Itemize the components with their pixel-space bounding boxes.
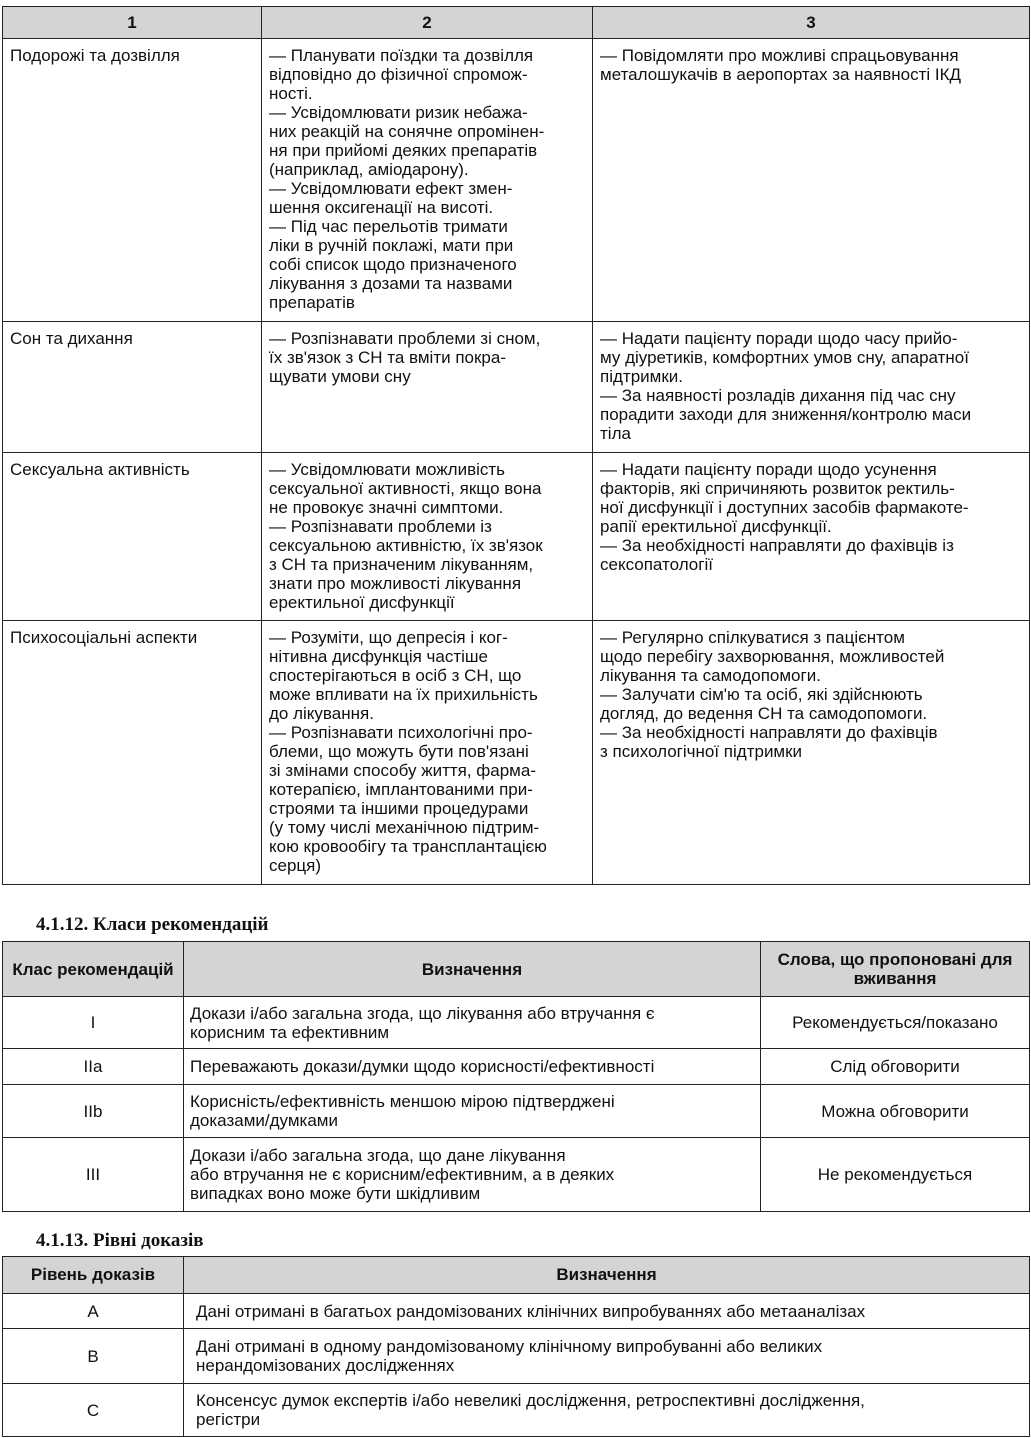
row-category: Сон та дихання <box>3 322 262 453</box>
table-row <box>3 1329 1030 1384</box>
text-line: строями та іншими процедурами <box>269 799 529 818</box>
row-staff-actions <box>593 621 1030 885</box>
table-row <box>3 997 1030 1049</box>
table-row <box>3 322 1030 453</box>
text-line: — Надати пацієнту поради щодо усунення <box>600 460 937 479</box>
row-category: Психосоціальні аспекти <box>3 621 262 885</box>
table-row <box>3 1049 1030 1085</box>
text-line: — Регулярно спілкуватися з пацієнтом <box>600 628 905 647</box>
text-line: лікування з дозами та назвами <box>269 274 513 293</box>
text-line: — Надати пацієнту поради щодо часу прийо- <box>600 329 958 348</box>
definition-cell <box>184 997 761 1049</box>
table-row <box>3 1384 1030 1437</box>
text-line: Корисність/ефективність меншою мірою підтверджені <box>190 1092 615 1111</box>
text-line: нітивна дисфункція частіше <box>269 647 488 666</box>
text-line: блеми, що можуть бути пов'язані <box>269 742 529 761</box>
table-row <box>3 1138 1030 1212</box>
text-line: порадити заходи для зниження/контролю маси <box>600 405 972 424</box>
text-line: випадках воно може бути шкідливим <box>190 1184 481 1203</box>
table-header-row <box>3 942 1030 997</box>
text-line: відповідно до фізичної спромож- <box>269 65 528 84</box>
class-cell: IIa <box>3 1049 184 1085</box>
text-line: — Розуміти, що депресія і ког- <box>269 628 508 647</box>
text-line: з психологічної підтримки <box>600 742 803 761</box>
text-line: — За необхідності направляти до фахівців <box>600 723 938 742</box>
text-line: з СН та призначеним лікуванням, <box>269 555 534 574</box>
definition-cell <box>184 1138 761 1212</box>
text-line: них реакцій на сонячне опромінен- <box>269 122 545 141</box>
text-line: ня при прийомі деяких препаратів <box>269 141 538 160</box>
text-line: ної дисфункції і доступних засобів фармакоте- <box>600 498 969 517</box>
text-line: або втручання не є корисним/ефективним, а в деяких <box>190 1165 615 1184</box>
row-staff-actions <box>593 39 1030 322</box>
text-line: — Усвідомлювати можливість <box>269 460 506 479</box>
column-header: Визначення <box>184 942 761 997</box>
text-line: — Усвідомлювати ефект змен- <box>269 179 513 198</box>
text-line: щодо перебігу захворювання, можливостей <box>600 647 945 666</box>
text-line: не провокує значні симптоми. <box>269 498 504 517</box>
text-line: лікування та самодопомоги. <box>600 666 821 685</box>
text-line: — Під час перельотів тримати <box>269 217 508 236</box>
definition-cell <box>184 1294 1030 1329</box>
column-header: Слова, що пропоновані для вживання <box>761 942 1030 997</box>
table-row <box>3 453 1030 621</box>
text-line: (у тому числі механічною підтрим- <box>269 818 540 837</box>
text-line: ності. <box>269 84 313 103</box>
text-line: (наприклад, аміодарону). <box>269 160 469 179</box>
text-line: еректильної дисфункції <box>269 593 455 612</box>
text-line: спостерігаються в осіб з СН, що <box>269 666 522 685</box>
table-row <box>3 1085 1030 1138</box>
definition-cell <box>184 1384 1030 1437</box>
column-header: 3 <box>593 7 1030 39</box>
words-cell: Слід обговорити <box>761 1049 1030 1085</box>
row-staff-actions <box>593 322 1030 453</box>
text-line: нерандомізованих дослідженнях <box>196 1356 455 1375</box>
text-line: Дані отримані в багатьох рандомізованих клінічних випробуваннях або метааналізах <box>196 1301 866 1321</box>
recommendation-classes-table <box>2 941 1030 1212</box>
level-cell: C <box>3 1384 184 1437</box>
row-patient-actions <box>262 39 593 322</box>
text-line: — Розпізнавати психологічні про- <box>269 723 533 742</box>
table-header-row <box>3 1257 1030 1294</box>
text-line: Переважають докази/думки щодо корисності/ефективності <box>190 1057 655 1076</box>
row-staff-actions <box>593 453 1030 621</box>
text-line: — За наявності розладів дихання під час сну <box>600 386 956 405</box>
text-line: щувати умови сну <box>269 367 411 386</box>
table-row <box>3 621 1030 885</box>
definition-cell <box>184 1049 761 1085</box>
text-line: може впливати на їх прихильність <box>269 685 538 704</box>
text-line: котерапією, імплантованими при- <box>269 780 533 799</box>
text-line: — Повідомляти про можливі спрацьовування <box>600 46 959 65</box>
text-line: регістри <box>196 1410 261 1429</box>
text-line: Дані отримані в одному рандомізованому клінічному випробуванні або великих <box>196 1337 823 1356</box>
text-line: знати про можливості лікування <box>269 574 522 593</box>
text-line: — Розпізнавати проблеми із <box>269 517 492 536</box>
text-line: сексопатології <box>600 555 713 574</box>
text-line: — Усвідомлювати ризик небажа- <box>269 103 528 122</box>
definition-cell <box>184 1329 1030 1384</box>
words-cell: Можна обговорити <box>761 1085 1030 1138</box>
level-cell: B <box>3 1329 184 1384</box>
text-line: Докази і/або загальна згода, що дане лікування <box>190 1146 566 1165</box>
text-line: ліки в ручній поклажі, мати при <box>269 236 514 255</box>
text-line: шення оксигенації на висоті. <box>269 198 494 217</box>
text-line: Консенсус думок експертів і/або невеликі дослідження, ретроспективні дослідження, <box>196 1391 865 1410</box>
text-line: до лікування. <box>269 704 374 723</box>
table-row <box>3 39 1030 322</box>
text-line: — Залучати сім'ю та осіб, які здійснюють <box>600 685 923 704</box>
evidence-levels-table <box>2 1256 1030 1437</box>
section-heading-levels: 4.1.13. Рівні доказів <box>36 1230 204 1251</box>
text-line: рапії еректильної дисфункції. <box>600 517 832 536</box>
class-cell: IIb <box>3 1085 184 1138</box>
text-line: корисним та ефективним <box>190 1022 390 1042</box>
text-line: препаратів <box>269 293 355 312</box>
column-header: Клас рекомендацій <box>3 942 184 997</box>
class-cell: I <box>3 997 184 1049</box>
section-heading-classes: 4.1.12. Класи рекомендацій <box>36 914 269 935</box>
text-line: сексуальної активності, якщо вона <box>269 479 542 498</box>
text-line: металошукачів в аеропортах за наявності ІКД <box>600 65 962 84</box>
row-patient-actions <box>262 453 593 621</box>
text-line: — Розпізнавати проблеми зі сном, <box>269 329 541 348</box>
text-line: факторів, які спричиняють розвиток ректиль- <box>600 479 955 498</box>
text-line: Докази і/або загальна згода, що лікування або втручання є <box>190 1003 655 1023</box>
text-line: — Планувати поїздки та дозвілля <box>269 46 534 65</box>
class-cell: III <box>3 1138 184 1212</box>
text-line: їх зв'язок з СН та вміти покра- <box>269 348 506 367</box>
row-category: Сексуальна активність <box>3 453 262 621</box>
text-line: — За необхідності направляти до фахівців із <box>600 536 954 555</box>
row-category: Подорожі та дозвілля <box>3 39 262 322</box>
words-cell: Не рекомендується <box>761 1138 1030 1212</box>
definition-cell <box>184 1085 761 1138</box>
lifestyle-table <box>2 6 1030 885</box>
text-line: сексуальною активністю, їх зв'язок <box>269 536 543 555</box>
words-cell: Рекомендується/показано <box>761 997 1030 1049</box>
column-header: Рівень доказів <box>3 1257 184 1294</box>
row-patient-actions <box>262 621 593 885</box>
text-line: догляд, до ведення СН та самодопомоги. <box>600 704 928 723</box>
text-line: доказами/думками <box>190 1111 338 1130</box>
text-line: тіла <box>600 424 631 443</box>
column-header: 1 <box>3 7 262 39</box>
text-line: підтримки. <box>600 367 683 386</box>
table-row <box>3 1294 1030 1329</box>
row-patient-actions <box>262 322 593 453</box>
text-line: зі змінами способу життя, фарма- <box>269 761 536 780</box>
level-cell: A <box>3 1294 184 1329</box>
column-header: 2 <box>262 7 593 39</box>
text-line: кою кровообігу та трансплантацією <box>269 837 547 856</box>
text-line: собі список щодо призначеного <box>269 255 517 274</box>
text-line: му діуретиків, комфортних умов сну, апаратної <box>600 348 969 367</box>
text-line: серця) <box>269 856 322 875</box>
column-header: Визначення <box>184 1257 1030 1294</box>
table-header-row <box>3 7 1030 39</box>
